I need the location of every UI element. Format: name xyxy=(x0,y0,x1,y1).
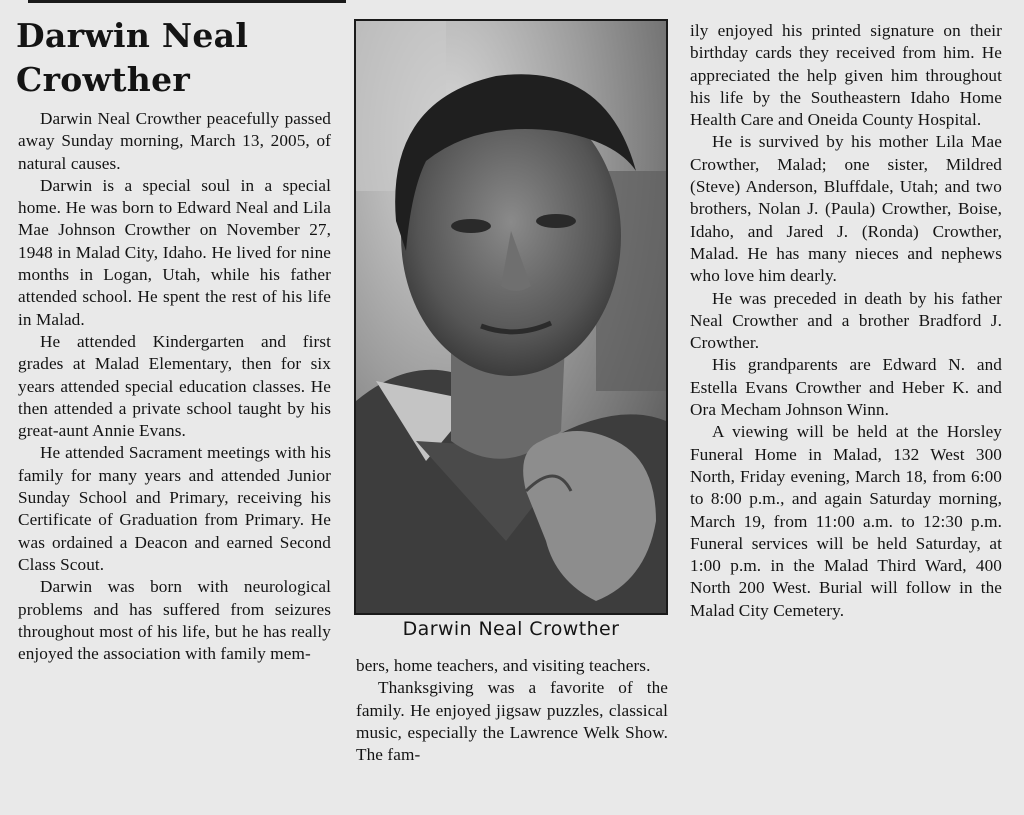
paragraph: bers, home teachers, and visiting teachers. xyxy=(356,656,651,675)
column-left xyxy=(18,108,331,665)
paragraph: Thanksgiving was a favorite of the family. He enjoyed jigsaw puzzles, classical music, especially the Lawrence Welk Show. The fam- xyxy=(356,678,668,765)
paragraph: A viewing will be held at the Horsley Funeral Home in Malad, 132 West 300 North, Friday evening, March 18, from 6:00 to 8:00 p.m., and again Saturday morning, March 19, from 11:00 a.m. to 12:30 p.m. Funeral services will be held Saturday, at 1:00 p.m. in the Malad Third Ward, 400 North 200 West. Burial will follow in the Malad City Cemetery. xyxy=(690,422,1002,620)
portrait-photo xyxy=(354,19,668,615)
top-rule xyxy=(28,0,346,3)
portrait-illustration xyxy=(356,21,666,613)
paragraph: He is survived by his mother Lila Mae Crowther, Malad; one sister, Mildred (Steve) Anderson, Bluffdale, Utah; and two brothers, Nolan J. (Paula) Crowther, Boise, Idaho, and Jared J. (Ronda) Crowther, Malad. He has many nieces and nephews who love him dearly. xyxy=(690,132,1002,286)
paragraph: Darwin was born with neurological problems and has suffered from seizures throughout most of his life, but he has really enjoyed the association with family mem- xyxy=(18,577,331,664)
photo-caption: Darwin Neal Crowther xyxy=(402,618,620,640)
paragraph: His grandparents are Edward N. and Estella Evans Crowther and Heber K. and Ora Mecham Johnson Winn. xyxy=(690,355,1002,420)
paragraph: He was preceded in death by his father Neal Crowther and a brother Bradford J. Crowther. xyxy=(690,288,1002,353)
paragraph: Darwin Neal Crowther peacefully passed away Sunday morning, March 13, 2005, of natural causes. xyxy=(18,109,331,173)
paragraph: He attended Sacrament meetings with his family for many years and attended Junior Sunday School and Primary, receiving his Certificate of Graduation from Primary. He was ordained a Deacon and earned Second Class Scout. xyxy=(18,443,331,574)
paragraph: ily enjoyed his printed signature on their birthday cards they received from him. He appreciated the help given him throughout his life by the Southeastern Idaho Home Health Care and Oneida County Hospital. xyxy=(690,21,1002,130)
column-middle xyxy=(356,655,668,766)
paragraph: He attended Kindergarten and first grades at Malad Elementary, then for six years attended special education classes. He then attended a private school taught by his great-aunt Annie Evans. xyxy=(18,331,331,441)
paragraph: Darwin is a special soul in a special home. He was born to Edward Neal and Lila Mae Johnson Crowther on November 27, 1948 in Malad City, Idaho. He lived for nine months in Logan, Utah, while his father attended school. He spent the rest of his life in Malad. xyxy=(18,175,331,329)
obituary-title: Darwin Neal Crowther xyxy=(16,16,249,99)
column-right xyxy=(690,20,1002,622)
